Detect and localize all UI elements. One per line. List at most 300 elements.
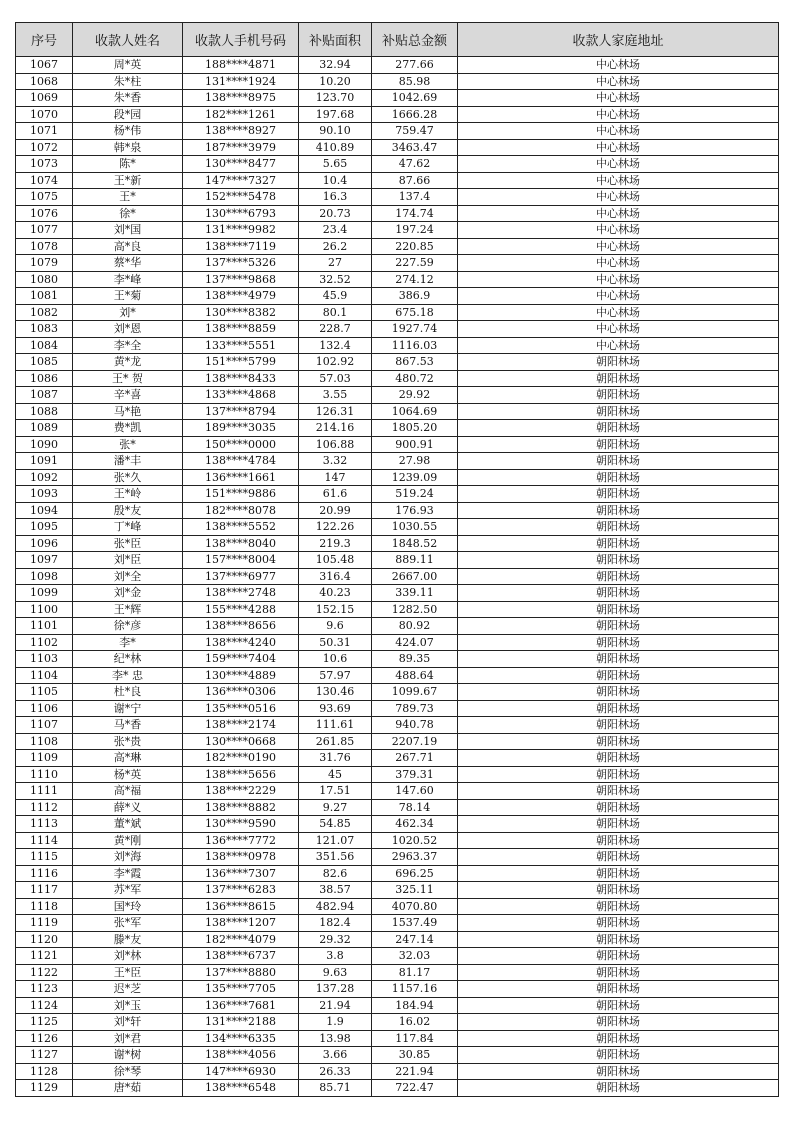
cell-serial-number: 1079 xyxy=(16,255,73,272)
cell-payee-phone: 130****8382 xyxy=(183,304,299,321)
cell-subsidy-area: 45 xyxy=(299,766,372,783)
cell-subsidy-total: 176.93 xyxy=(372,502,458,519)
cell-payee-address: 朝阳林场 xyxy=(458,717,779,734)
cell-payee-address: 中心林场 xyxy=(458,156,779,173)
table-row xyxy=(16,238,779,255)
table-row xyxy=(16,453,779,470)
header-serial-number: 序号 xyxy=(16,23,73,57)
table-row xyxy=(16,189,779,206)
cell-serial-number: 1090 xyxy=(16,436,73,453)
cell-payee-phone: 138****8882 xyxy=(183,799,299,816)
cell-subsidy-total: 1030.55 xyxy=(372,519,458,536)
cell-payee-phone: 152****5478 xyxy=(183,189,299,206)
table-row xyxy=(16,403,779,420)
cell-subsidy-total: 675.18 xyxy=(372,304,458,321)
cell-serial-number: 1113 xyxy=(16,816,73,833)
cell-payee-phone: 136****7772 xyxy=(183,832,299,849)
table-row xyxy=(16,717,779,734)
cell-subsidy-area: 32.94 xyxy=(299,57,372,74)
cell-payee-address: 朝阳林场 xyxy=(458,1030,779,1047)
cell-payee-address: 朝阳林场 xyxy=(458,486,779,503)
subsidy-table xyxy=(15,22,779,1097)
cell-payee-name: 刘*全 xyxy=(73,568,183,585)
cell-payee-name: 潘*丰 xyxy=(73,453,183,470)
table-row xyxy=(16,222,779,239)
cell-payee-phone: 138****0978 xyxy=(183,849,299,866)
cell-subsidy-total: 1239.09 xyxy=(372,469,458,486)
cell-payee-phone: 138****8433 xyxy=(183,370,299,387)
cell-payee-phone: 137****9868 xyxy=(183,271,299,288)
cell-subsidy-area: 105.48 xyxy=(299,552,372,569)
cell-subsidy-total: 3463.47 xyxy=(372,139,458,156)
cell-subsidy-total: 47.62 xyxy=(372,156,458,173)
cell-subsidy-total: 221.94 xyxy=(372,1063,458,1080)
cell-payee-address: 中心林场 xyxy=(458,123,779,140)
table-row xyxy=(16,1030,779,1047)
cell-subsidy-total: 1666.28 xyxy=(372,106,458,123)
cell-payee-name: 张*贵 xyxy=(73,733,183,750)
cell-payee-address: 朝阳林场 xyxy=(458,387,779,404)
cell-payee-name: 段*园 xyxy=(73,106,183,123)
cell-serial-number: 1122 xyxy=(16,964,73,981)
cell-payee-address: 中心林场 xyxy=(458,271,779,288)
cell-payee-phone: 182****1261 xyxy=(183,106,299,123)
cell-subsidy-area: 228.7 xyxy=(299,321,372,338)
cell-subsidy-area: 147 xyxy=(299,469,372,486)
cell-payee-phone: 130****6793 xyxy=(183,205,299,222)
cell-payee-address: 朝阳林场 xyxy=(458,1080,779,1097)
table-row xyxy=(16,849,779,866)
table-row xyxy=(16,436,779,453)
cell-subsidy-area: 261.85 xyxy=(299,733,372,750)
cell-payee-phone: 138****1207 xyxy=(183,915,299,932)
cell-payee-address: 朝阳林场 xyxy=(458,898,779,915)
cell-subsidy-area: 132.4 xyxy=(299,337,372,354)
cell-subsidy-area: 182.4 xyxy=(299,915,372,932)
cell-payee-address: 朝阳林场 xyxy=(458,370,779,387)
header-payee-address: 收款人家庭地址 xyxy=(458,23,779,57)
cell-serial-number: 1105 xyxy=(16,684,73,701)
cell-payee-address: 朝阳林场 xyxy=(458,1014,779,1031)
cell-serial-number: 1099 xyxy=(16,585,73,602)
cell-serial-number: 1101 xyxy=(16,618,73,635)
cell-subsidy-area: 214.16 xyxy=(299,420,372,437)
cell-subsidy-area: 40.23 xyxy=(299,585,372,602)
table-row xyxy=(16,1080,779,1097)
cell-payee-address: 朝阳林场 xyxy=(458,981,779,998)
header-row xyxy=(16,23,779,57)
table-row xyxy=(16,172,779,189)
cell-serial-number: 1114 xyxy=(16,832,73,849)
cell-subsidy-total: 488.64 xyxy=(372,667,458,684)
cell-subsidy-area: 50.31 xyxy=(299,634,372,651)
table-row xyxy=(16,156,779,173)
cell-payee-phone: 137****6283 xyxy=(183,882,299,899)
table-row xyxy=(16,304,779,321)
cell-serial-number: 1069 xyxy=(16,90,73,107)
cell-payee-phone: 138****4784 xyxy=(183,453,299,470)
cell-subsidy-total: 2207.19 xyxy=(372,733,458,750)
cell-subsidy-area: 121.07 xyxy=(299,832,372,849)
cell-payee-name: 王*菊 xyxy=(73,288,183,305)
cell-serial-number: 1089 xyxy=(16,420,73,437)
table-row xyxy=(16,370,779,387)
cell-subsidy-area: 3.32 xyxy=(299,453,372,470)
cell-subsidy-area: 351.56 xyxy=(299,849,372,866)
cell-payee-address: 中心林场 xyxy=(458,106,779,123)
table-row xyxy=(16,915,779,932)
table-row xyxy=(16,1014,779,1031)
cell-payee-address: 朝阳林场 xyxy=(458,733,779,750)
cell-payee-phone: 189****3035 xyxy=(183,420,299,437)
cell-subsidy-area: 197.68 xyxy=(299,106,372,123)
cell-payee-phone: 188****4871 xyxy=(183,57,299,74)
cell-payee-address: 中心林场 xyxy=(458,205,779,222)
table-row xyxy=(16,634,779,651)
cell-payee-phone: 159****7404 xyxy=(183,651,299,668)
cell-serial-number: 1077 xyxy=(16,222,73,239)
cell-payee-address: 朝阳林场 xyxy=(458,849,779,866)
cell-subsidy-area: 57.03 xyxy=(299,370,372,387)
cell-payee-phone: 151****9886 xyxy=(183,486,299,503)
cell-subsidy-area: 93.69 xyxy=(299,700,372,717)
cell-subsidy-area: 9.63 xyxy=(299,964,372,981)
cell-payee-name: 薛*义 xyxy=(73,799,183,816)
table-row xyxy=(16,684,779,701)
cell-payee-address: 中心林场 xyxy=(458,57,779,74)
table-row xyxy=(16,799,779,816)
cell-payee-phone: 138****8927 xyxy=(183,123,299,140)
cell-subsidy-total: 32.03 xyxy=(372,948,458,965)
cell-serial-number: 1094 xyxy=(16,502,73,519)
cell-payee-address: 朝阳林场 xyxy=(458,882,779,899)
cell-subsidy-area: 82.6 xyxy=(299,865,372,882)
cell-payee-name: 刘*金 xyxy=(73,585,183,602)
cell-payee-phone: 138****4979 xyxy=(183,288,299,305)
cell-serial-number: 1073 xyxy=(16,156,73,173)
cell-subsidy-area: 90.10 xyxy=(299,123,372,140)
table-row xyxy=(16,469,779,486)
cell-payee-name: 张*军 xyxy=(73,915,183,932)
table-row xyxy=(16,964,779,981)
cell-subsidy-total: 379.31 xyxy=(372,766,458,783)
table-row xyxy=(16,783,779,800)
cell-subsidy-area: 130.46 xyxy=(299,684,372,701)
cell-payee-phone: 133****4868 xyxy=(183,387,299,404)
cell-subsidy-area: 20.73 xyxy=(299,205,372,222)
cell-serial-number: 1127 xyxy=(16,1047,73,1064)
cell-payee-name: 张*臣 xyxy=(73,535,183,552)
cell-subsidy-total: 87.66 xyxy=(372,172,458,189)
cell-payee-phone: 147****7327 xyxy=(183,172,299,189)
cell-payee-phone: 138****5656 xyxy=(183,766,299,783)
cell-payee-address: 朝阳林场 xyxy=(458,618,779,635)
cell-subsidy-total: 81.17 xyxy=(372,964,458,981)
cell-subsidy-area: 38.57 xyxy=(299,882,372,899)
cell-payee-address: 朝阳林场 xyxy=(458,453,779,470)
cell-payee-name: 韩*泉 xyxy=(73,139,183,156)
cell-payee-address: 朝阳林场 xyxy=(458,585,779,602)
cell-payee-phone: 133****5551 xyxy=(183,337,299,354)
cell-subsidy-area: 13.98 xyxy=(299,1030,372,1047)
cell-payee-address: 中心林场 xyxy=(458,238,779,255)
cell-payee-address: 朝阳林场 xyxy=(458,1063,779,1080)
cell-payee-name: 迟*芝 xyxy=(73,981,183,998)
cell-payee-name: 徐*彦 xyxy=(73,618,183,635)
table-row xyxy=(16,106,779,123)
cell-payee-phone: 151****5799 xyxy=(183,354,299,371)
cell-payee-address: 朝阳林场 xyxy=(458,964,779,981)
cell-payee-address: 中心林场 xyxy=(458,304,779,321)
cell-serial-number: 1091 xyxy=(16,453,73,470)
cell-payee-phone: 138****8859 xyxy=(183,321,299,338)
cell-payee-name: 李*霞 xyxy=(73,865,183,882)
cell-subsidy-area: 85.71 xyxy=(299,1080,372,1097)
cell-serial-number: 1100 xyxy=(16,601,73,618)
cell-payee-phone: 147****6930 xyxy=(183,1063,299,1080)
cell-payee-name: 谢*宁 xyxy=(73,700,183,717)
cell-serial-number: 1129 xyxy=(16,1080,73,1097)
cell-payee-address: 朝阳林场 xyxy=(458,469,779,486)
cell-subsidy-total: 117.84 xyxy=(372,1030,458,1047)
table-row xyxy=(16,651,779,668)
cell-subsidy-total: 197.24 xyxy=(372,222,458,239)
cell-serial-number: 1128 xyxy=(16,1063,73,1080)
cell-payee-address: 朝阳林场 xyxy=(458,700,779,717)
cell-subsidy-total: 29.92 xyxy=(372,387,458,404)
cell-subsidy-area: 410.89 xyxy=(299,139,372,156)
cell-subsidy-area: 102.92 xyxy=(299,354,372,371)
cell-subsidy-total: 759.47 xyxy=(372,123,458,140)
cell-serial-number: 1102 xyxy=(16,634,73,651)
cell-subsidy-total: 1099.67 xyxy=(372,684,458,701)
cell-serial-number: 1111 xyxy=(16,783,73,800)
table-row xyxy=(16,931,779,948)
cell-payee-name: 王* xyxy=(73,189,183,206)
cell-subsidy-total: 30.85 xyxy=(372,1047,458,1064)
header-subsidy-total: 补贴总金额 xyxy=(372,23,458,57)
cell-serial-number: 1085 xyxy=(16,354,73,371)
cell-payee-name: 刘*玉 xyxy=(73,997,183,1014)
cell-subsidy-total: 1282.50 xyxy=(372,601,458,618)
table-row xyxy=(16,700,779,717)
cell-serial-number: 1103 xyxy=(16,651,73,668)
cell-payee-address: 朝阳林场 xyxy=(458,816,779,833)
cell-subsidy-total: 325.11 xyxy=(372,882,458,899)
cell-serial-number: 1096 xyxy=(16,535,73,552)
cell-subsidy-total: 462.34 xyxy=(372,816,458,833)
cell-payee-address: 朝阳林场 xyxy=(458,420,779,437)
cell-subsidy-area: 122.26 xyxy=(299,519,372,536)
table-row xyxy=(16,519,779,536)
cell-subsidy-area: 111.61 xyxy=(299,717,372,734)
cell-payee-name: 刘*海 xyxy=(73,849,183,866)
table-row xyxy=(16,502,779,519)
cell-subsidy-total: 424.07 xyxy=(372,634,458,651)
cell-payee-phone: 137****5326 xyxy=(183,255,299,272)
cell-payee-phone: 130****9590 xyxy=(183,816,299,833)
cell-payee-name: 周*英 xyxy=(73,57,183,74)
cell-subsidy-area: 26.33 xyxy=(299,1063,372,1080)
cell-serial-number: 1125 xyxy=(16,1014,73,1031)
cell-subsidy-area: 16.3 xyxy=(299,189,372,206)
cell-payee-name: 刘*臣 xyxy=(73,552,183,569)
cell-payee-name: 殷*友 xyxy=(73,502,183,519)
cell-payee-phone: 131****1924 xyxy=(183,73,299,90)
cell-payee-phone: 135****7705 xyxy=(183,981,299,998)
cell-payee-phone: 138****8040 xyxy=(183,535,299,552)
cell-payee-phone: 138****4056 xyxy=(183,1047,299,1064)
cell-payee-name: 马*艳 xyxy=(73,403,183,420)
cell-serial-number: 1123 xyxy=(16,981,73,998)
cell-subsidy-total: 900.91 xyxy=(372,436,458,453)
cell-subsidy-area: 32.52 xyxy=(299,271,372,288)
table-row xyxy=(16,948,779,965)
table-row xyxy=(16,271,779,288)
cell-serial-number: 1086 xyxy=(16,370,73,387)
cell-subsidy-area: 137.28 xyxy=(299,981,372,998)
table-row xyxy=(16,981,779,998)
table-row xyxy=(16,568,779,585)
table-row xyxy=(16,816,779,833)
cell-subsidy-total: 2963.37 xyxy=(372,849,458,866)
table-row xyxy=(16,618,779,635)
cell-payee-address: 中心林场 xyxy=(458,90,779,107)
cell-payee-name: 陈* xyxy=(73,156,183,173)
cell-serial-number: 1095 xyxy=(16,519,73,536)
cell-payee-phone: 131****2188 xyxy=(183,1014,299,1031)
table-row xyxy=(16,997,779,1014)
cell-subsidy-total: 89.35 xyxy=(372,651,458,668)
cell-payee-phone: 137****6977 xyxy=(183,568,299,585)
cell-payee-name: 李*峰 xyxy=(73,271,183,288)
cell-subsidy-total: 696.25 xyxy=(372,865,458,882)
cell-serial-number: 1083 xyxy=(16,321,73,338)
cell-payee-address: 中心林场 xyxy=(458,172,779,189)
cell-subsidy-total: 85.98 xyxy=(372,73,458,90)
cell-subsidy-area: 26.2 xyxy=(299,238,372,255)
cell-subsidy-total: 889.11 xyxy=(372,552,458,569)
cell-payee-name: 谢*树 xyxy=(73,1047,183,1064)
cell-subsidy-area: 27 xyxy=(299,255,372,272)
cell-payee-phone: 138****4240 xyxy=(183,634,299,651)
cell-serial-number: 1068 xyxy=(16,73,73,90)
table-row xyxy=(16,766,779,783)
cell-subsidy-total: 147.60 xyxy=(372,783,458,800)
cell-subsidy-area: 3.66 xyxy=(299,1047,372,1064)
cell-payee-name: 王*臣 xyxy=(73,964,183,981)
cell-payee-name: 刘*轩 xyxy=(73,1014,183,1031)
cell-payee-phone: 135****0516 xyxy=(183,700,299,717)
cell-subsidy-total: 220.85 xyxy=(372,238,458,255)
cell-subsidy-total: 1805.20 xyxy=(372,420,458,437)
cell-payee-address: 朝阳林场 xyxy=(458,1047,779,1064)
table-row xyxy=(16,73,779,90)
cell-payee-name: 朱*香 xyxy=(73,90,183,107)
table-row xyxy=(16,552,779,569)
header-payee-name: 收款人姓名 xyxy=(73,23,183,57)
cell-serial-number: 1121 xyxy=(16,948,73,965)
cell-subsidy-total: 78.14 xyxy=(372,799,458,816)
cell-serial-number: 1116 xyxy=(16,865,73,882)
cell-payee-name: 苏*军 xyxy=(73,882,183,899)
cell-subsidy-area: 316.4 xyxy=(299,568,372,585)
cell-payee-address: 朝阳林场 xyxy=(458,436,779,453)
cell-payee-address: 朝阳林场 xyxy=(458,948,779,965)
cell-payee-address: 朝阳林场 xyxy=(458,997,779,1014)
cell-serial-number: 1070 xyxy=(16,106,73,123)
cell-payee-address: 朝阳林场 xyxy=(458,667,779,684)
cell-subsidy-total: 277.66 xyxy=(372,57,458,74)
cell-serial-number: 1087 xyxy=(16,387,73,404)
table-row xyxy=(16,1063,779,1080)
cell-payee-address: 朝阳林场 xyxy=(458,552,779,569)
cell-subsidy-area: 3.55 xyxy=(299,387,372,404)
table-row xyxy=(16,667,779,684)
cell-serial-number: 1076 xyxy=(16,205,73,222)
cell-payee-phone: 138****8656 xyxy=(183,618,299,635)
cell-serial-number: 1120 xyxy=(16,931,73,948)
cell-payee-name: 刘*国 xyxy=(73,222,183,239)
cell-subsidy-area: 61.6 xyxy=(299,486,372,503)
cell-payee-name: 杜*良 xyxy=(73,684,183,701)
cell-payee-address: 中心林场 xyxy=(458,139,779,156)
cell-subsidy-area: 106.88 xyxy=(299,436,372,453)
cell-payee-name: 徐* xyxy=(73,205,183,222)
cell-payee-phone: 150****0000 xyxy=(183,436,299,453)
table-body xyxy=(16,57,779,1097)
cell-payee-name: 刘* xyxy=(73,304,183,321)
cell-subsidy-area: 23.4 xyxy=(299,222,372,239)
cell-payee-address: 朝阳林场 xyxy=(458,535,779,552)
cell-serial-number: 1092 xyxy=(16,469,73,486)
cell-serial-number: 1088 xyxy=(16,403,73,420)
cell-serial-number: 1124 xyxy=(16,997,73,1014)
cell-serial-number: 1072 xyxy=(16,139,73,156)
cell-payee-phone: 136****8615 xyxy=(183,898,299,915)
cell-payee-phone: 138****7119 xyxy=(183,238,299,255)
cell-payee-name: 纪*林 xyxy=(73,651,183,668)
cell-subsidy-total: 227.59 xyxy=(372,255,458,272)
cell-payee-name: 马*香 xyxy=(73,717,183,734)
cell-payee-phone: 136****7307 xyxy=(183,865,299,882)
cell-payee-name: 王*新 xyxy=(73,172,183,189)
cell-payee-name: 高*琳 xyxy=(73,750,183,767)
cell-payee-phone: 138****6737 xyxy=(183,948,299,965)
table-row xyxy=(16,139,779,156)
cell-payee-name: 辛*喜 xyxy=(73,387,183,404)
cell-subsidy-total: 27.98 xyxy=(372,453,458,470)
cell-serial-number: 1080 xyxy=(16,271,73,288)
cell-subsidy-total: 267.71 xyxy=(372,750,458,767)
cell-payee-phone: 137****8794 xyxy=(183,403,299,420)
cell-subsidy-area: 45.9 xyxy=(299,288,372,305)
cell-subsidy-area: 29.32 xyxy=(299,931,372,948)
cell-serial-number: 1106 xyxy=(16,700,73,717)
cell-payee-phone: 138****2174 xyxy=(183,717,299,734)
cell-payee-phone: 155****4288 xyxy=(183,601,299,618)
cell-payee-name: 黄*刚 xyxy=(73,832,183,849)
cell-serial-number: 1071 xyxy=(16,123,73,140)
cell-subsidy-total: 339.11 xyxy=(372,585,458,602)
cell-subsidy-total: 940.78 xyxy=(372,717,458,734)
cell-payee-phone: 137****8880 xyxy=(183,964,299,981)
table-row xyxy=(16,832,779,849)
cell-payee-phone: 130****0668 xyxy=(183,733,299,750)
cell-payee-name: 张*久 xyxy=(73,469,183,486)
cell-subsidy-area: 3.8 xyxy=(299,948,372,965)
cell-subsidy-area: 57.97 xyxy=(299,667,372,684)
